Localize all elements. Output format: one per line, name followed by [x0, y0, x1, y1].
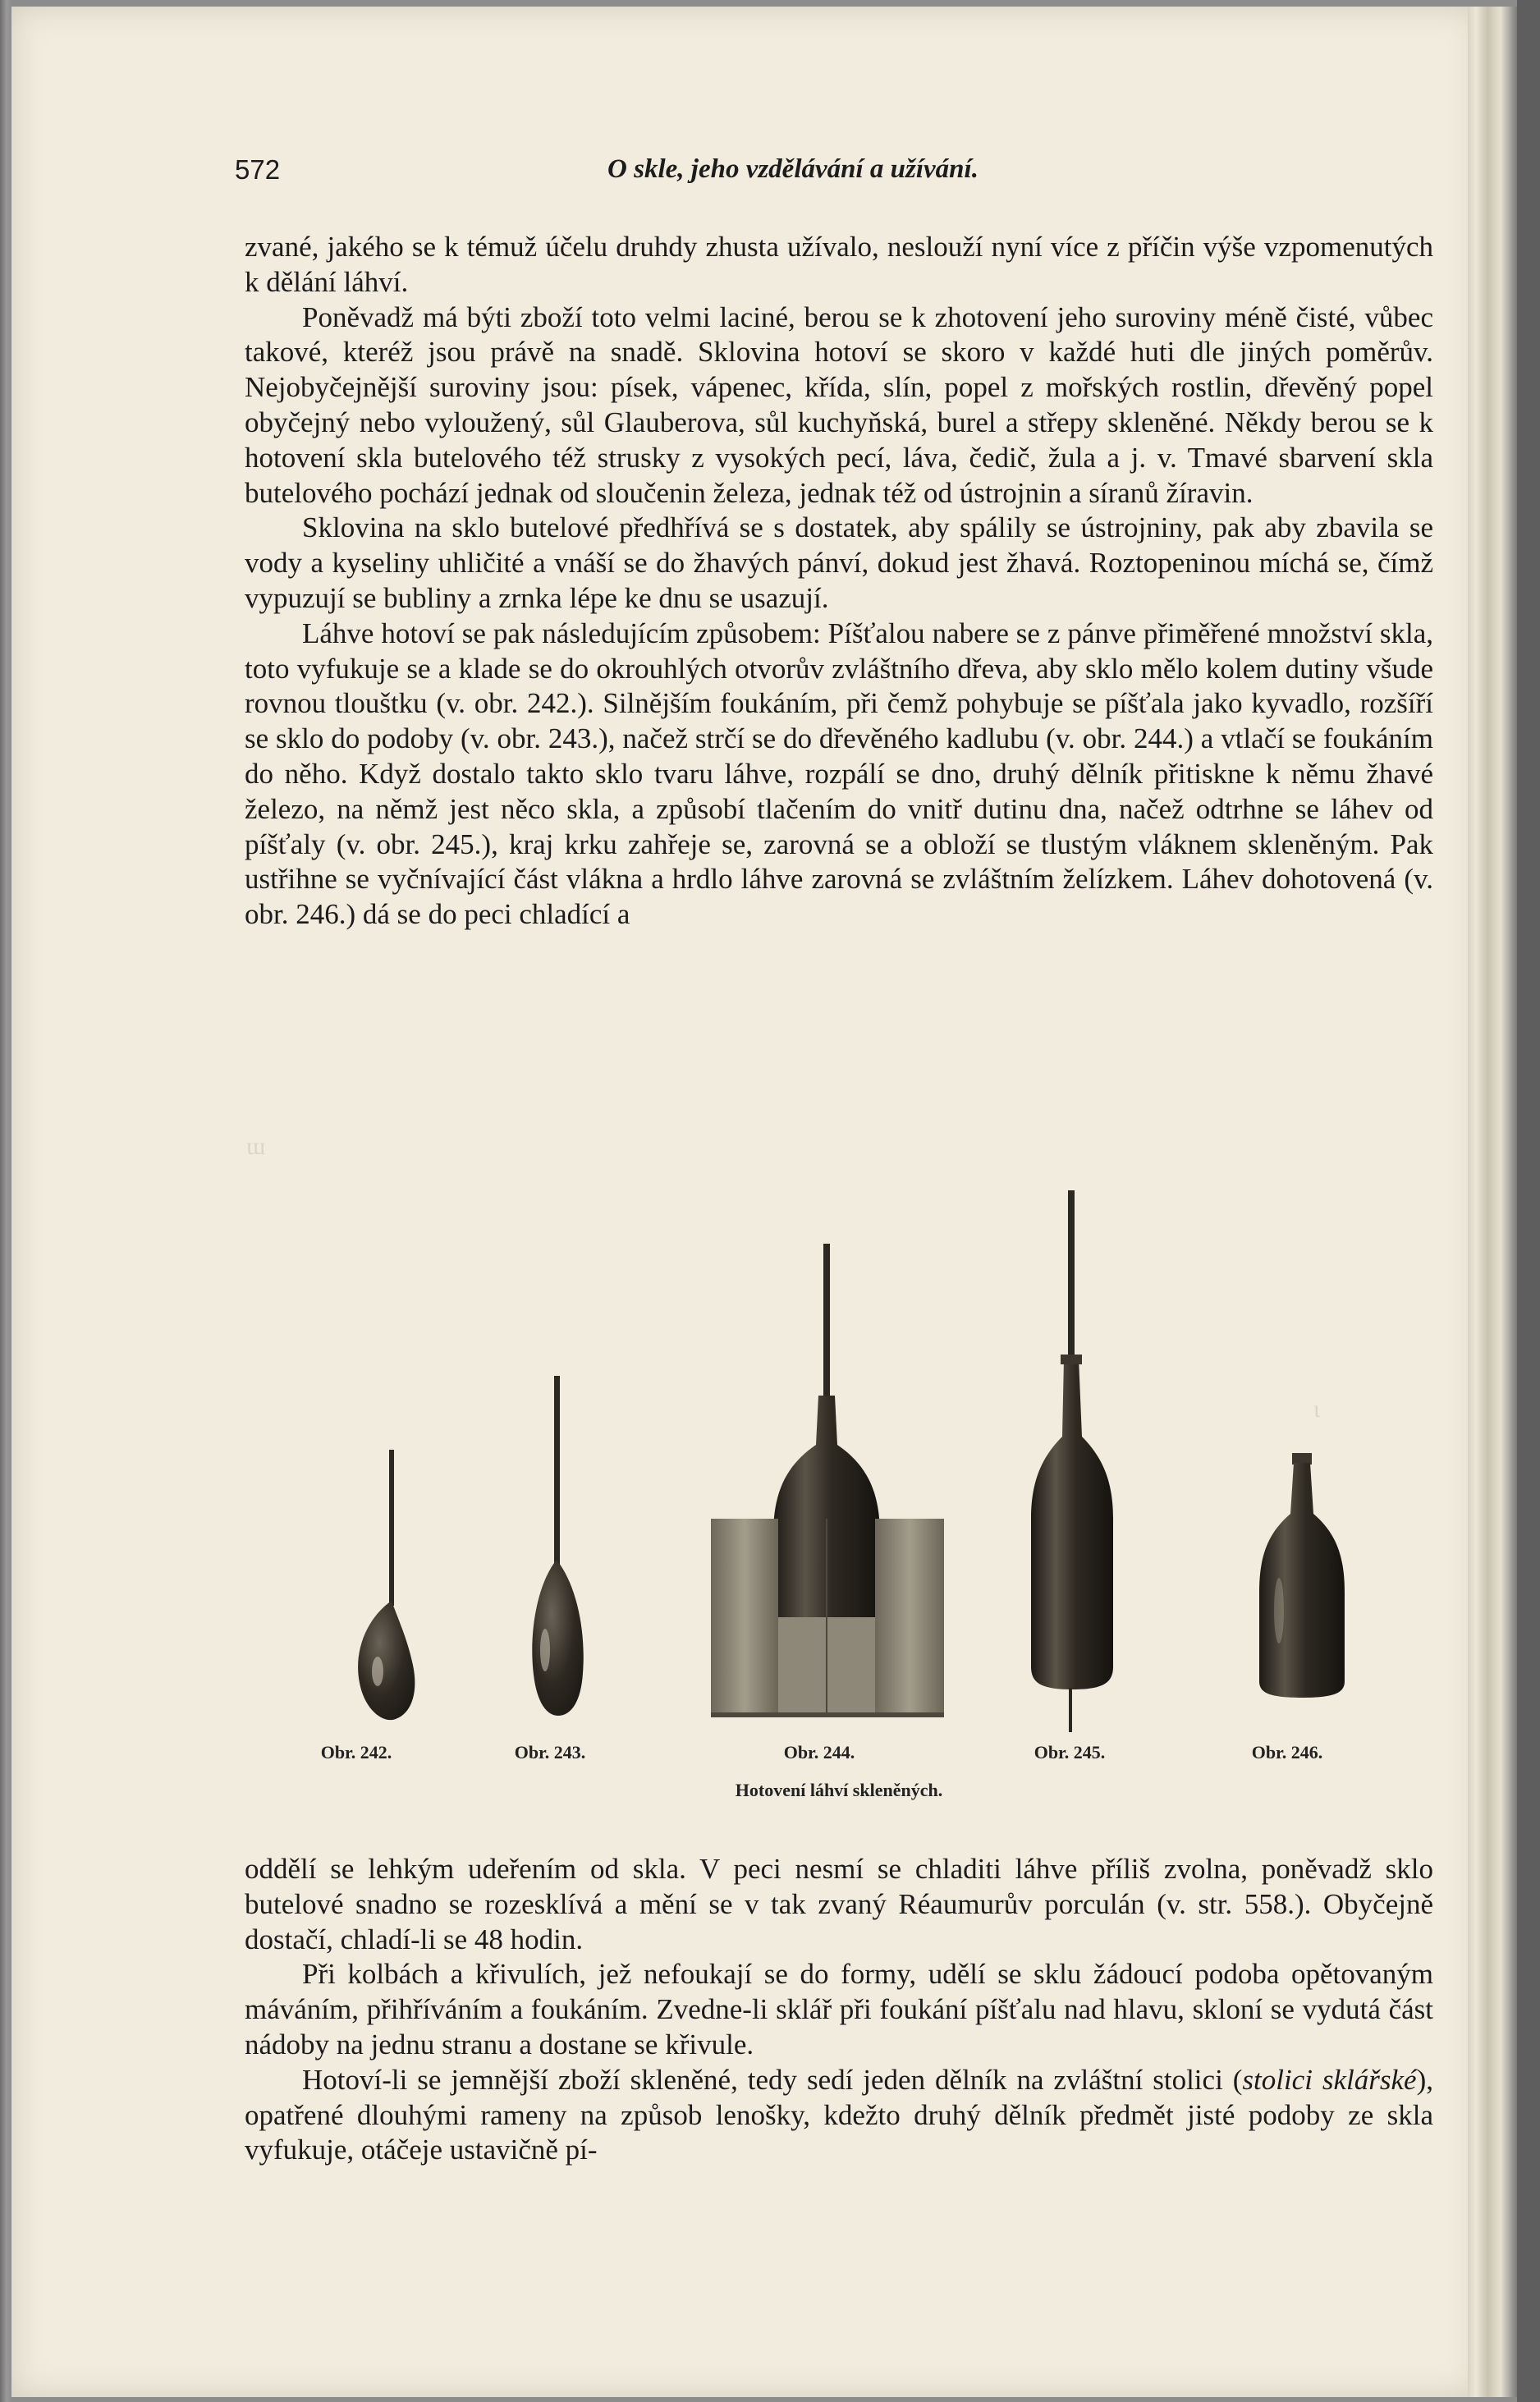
figure-label-242: Obr. 242.: [320, 1742, 392, 1763]
figure-245: [1031, 1190, 1113, 1732]
paragraph: Láhve hotoví se pak následujícím způsobem: Píšťalou nabere se z pánve přiměřené množství skla, toto vyfukuje se a klade se do okrouhlých otvorův zvláštního dřeva, aby sklo mělo kolem dutiny všude rovnou tlouštku (v. obr. 242.). Silnějším foukáním, při čemž pohybuje se píšťala jako kyvadlo, rozšíří se sklo do podoby (v. obr. 243.), načež strčí se do dřevěného kadlubu (v. obr. 244.) a vtlačí se foukáním do něho. Když dostalo takto sklo tvaru láhve, rozpálí se dno, druhý dělník přitiskne k němu žhavé železo, na němž jest něco skla, a způsobí tlačením do vnitř dutinu dna, načež odtrhne se láhev od píšťaly (v. obr. 245.), kraj krku zahřeje se, zarovná se a obloží se tlustým vláknem skleněným. Pak ustřihne se vyčnívající část vlákna a hrdlo láhve zarovná se zvláštním želízkem. Láhev dohotovená (v. obr. 246.) dá se do peci chladící a: [245, 617, 1433, 931]
figure-label-243: Obr. 243.: [514, 1742, 586, 1763]
bottle-illustration-icon: [245, 1190, 1433, 1765]
main-text-top: [245, 230, 1433, 933]
italic-term: stolici sklářské: [1242, 2063, 1417, 2096]
figure-label-245: Obr. 245.: [1034, 1742, 1106, 1763]
paragraph: Při kolbách a křivulích, jež nefoukají se do formy, udělí se sklu žádoucí podoba opětovaným máváním, přihříváním a foukáním. Zvedne-li sklář při foukání píšťalu nad hlavu, skloní se vydutá část nádoby na jednu stranu a dostane se křivule.: [245, 1958, 1433, 2060]
text-run: Hotoví-li se jemnější zboží skleněné, tedy sedí jeden dělník na zvláštní stolici (: [302, 2063, 1243, 2096]
main-text-bottom: [245, 1852, 1433, 2168]
page-header: [235, 154, 1430, 187]
bleed-through-text: ɩ: [1313, 1396, 1321, 1423]
figure-242: [358, 1450, 415, 1720]
paragraph: Poněvadž má býti zboží toto velmi laciné, berou se k zhotovení jeho suroviny méně čisté, vůbec takové, kteréž jsou právě na snadě. Sklovina hotoví se skoro v každé huti dle jiných poměrův. Nejobyčejnější suroviny jsou: písek, vápenec, křída, slín, popel z mořských rostlin, dřevěný popel obyčejný nebo vyloužený, sůl Glauberova, sůl kuchyňská, burel a střepy skleněné. Někdy berou se k hotovení skla butelového též strusky z vysokých pecí, láva, čedič, žula a j. v. Tmavé sbarvení skla butelového pochází jednak od sloučenin železa, jednak též od ústrojnin a síranů žíravin.: [245, 300, 1433, 509]
paragraph: zvané, jakého se k témuž účelu druhdy zhusta užívalo, neslouží nyní více z příčin výše vzpomenutých k dělání láhví.: [245, 231, 1433, 298]
figure-caption: Hotovení láhví skleněných.: [735, 1780, 943, 1800]
figure-label-244: Obr. 244.: [783, 1742, 855, 1763]
paragraph: Sklovina na sklo butelové předhřívá se s dostatek, aby spálily se ústrojniny, pak aby zbavila se vody a kyseliny uhličité a vnáší se do žhavých pánví, dokud jest žhavá. Roztopeninou míchá se, čímž vypuzují se bubliny a zrnka lépe ke dnu se usazují.: [245, 511, 1433, 614]
figure-label-246: Obr. 246.: [1251, 1742, 1323, 1763]
page-edge: [1468, 7, 1517, 2397]
scan-border: [1517, 0, 1540, 2402]
figure-bottle-making: [245, 1190, 1433, 1814]
figure-244: [711, 1244, 944, 1717]
page-number: 572: [235, 154, 281, 185]
bleed-through-text: ɯ: [246, 1133, 266, 1160]
figure-243: [532, 1376, 583, 1716]
paragraph: oddělí se lehkým udeřením od skla. V peci nesmí se chladiti láhve příliš zvolna, poněvadž sklo butelové snadno se rozesklívá a mění se v tak zvaný Réaumurův porculán (v. str. 558.). Obyčejně dostačí, chladí-li se 48 hodin.: [245, 1853, 1433, 1955]
figure-246: [1259, 1453, 1345, 1698]
text-run: ), opatřené dlouhými rameny na způsob lenošky, kdežto druhý dělník předmět jisté podoby ze skla vyfukuje, otáčeje ustavičně pí-: [245, 2063, 1433, 2166]
paragraph: [245, 2063, 1433, 2168]
running-title: O skle, jeho vzdělávání a užívání.: [607, 154, 979, 184]
